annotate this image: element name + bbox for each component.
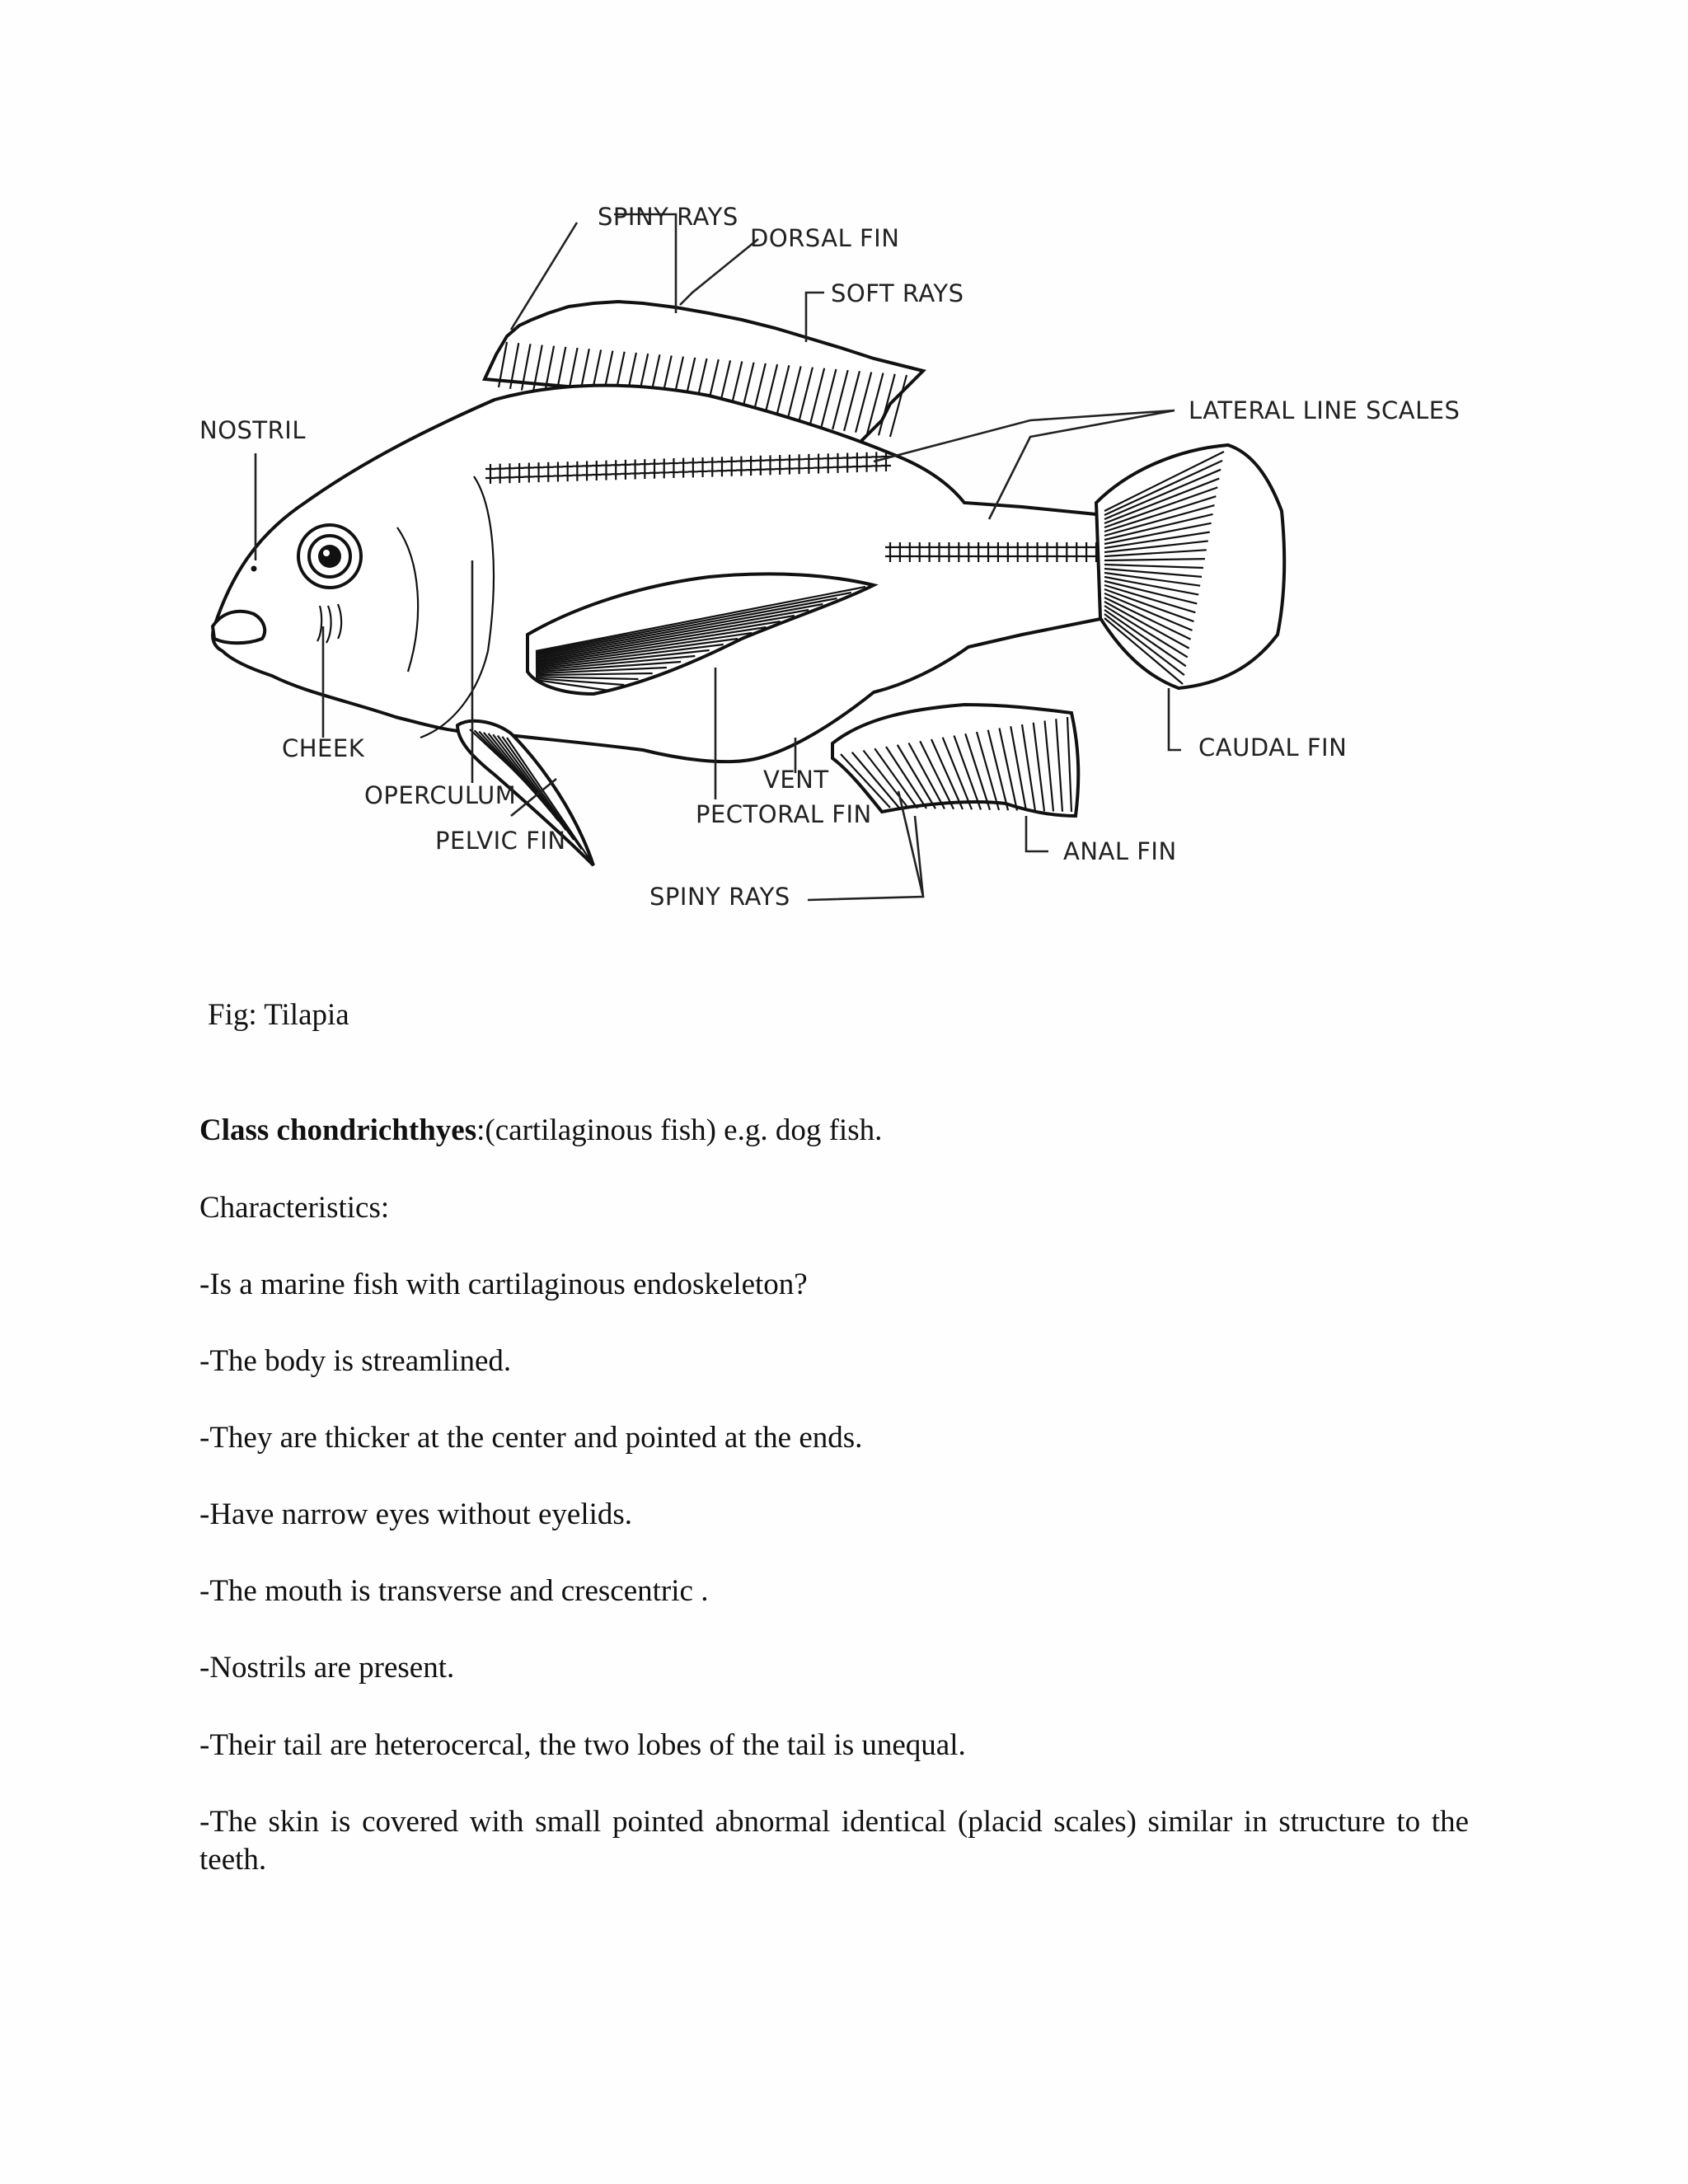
characteristic-item: -Their tail are heterocercal, the two lobes of the tail is unequal. [199, 1728, 966, 1762]
characteristics-label: Characteristics: [199, 1191, 390, 1225]
label-spiny-rays-bottom: SPINY RAYS [649, 883, 790, 911]
class-name: Class chondrichthyes [199, 1113, 477, 1147]
leader-dorsal-fin [680, 239, 758, 305]
leader-soft-rays [806, 293, 824, 342]
characteristic-item: -Have narrow eyes without eyelids. [199, 1497, 633, 1531]
characteristic-item: -The mouth is transverse and crescentric . [199, 1574, 709, 1608]
eye-pupil [318, 545, 341, 568]
characteristic-item: -They are thicker at the center and pointed at the ends. [199, 1421, 863, 1455]
label-operculum: OPERCULUM [364, 781, 517, 809]
label-pectoral-fin: PECTORAL FIN [696, 800, 872, 828]
tilapia-diagram [181, 190, 1484, 931]
figure-caption: Fig: Tilapia [208, 998, 349, 1032]
label-vent: VENT [763, 766, 829, 794]
label-cheek: CHEEK [282, 734, 365, 762]
leader-caudal-fin [1169, 688, 1181, 750]
label-lateral-line-scales: LATERAL LINE SCALES [1189, 396, 1461, 424]
class-description: :(cartilaginous fish) e.g. dog fish. [476, 1113, 883, 1147]
label-anal-fin: ANAL FIN [1063, 837, 1177, 865]
label-spiny-rays-top: SPINY RAYS [598, 203, 738, 231]
characteristic-item: -The skin is covered with small pointed abnormal identical (placid scales) similar in structure to the teeth. [199, 1805, 1469, 1877]
anal-fin [832, 705, 1078, 816]
leader-anal-fin [1026, 816, 1048, 851]
label-soft-rays: SOFT RAYS [831, 279, 964, 307]
label-dorsal-fin: DORSAL FIN [750, 224, 900, 252]
nostril-dot [251, 566, 257, 572]
characteristic-item: -The body is streamlined. [199, 1344, 512, 1378]
label-caudal-fin: CAUDAL FIN [1198, 733, 1348, 762]
label-pelvic-fin: PELVIC FIN [435, 827, 566, 855]
characteristic-item: -Nostrils are present. [199, 1651, 455, 1685]
mouth [213, 612, 265, 644]
section-heading [199, 1113, 882, 1148]
label-nostril: NOSTRIL [199, 416, 307, 444]
characteristic-item: -Is a marine fish with cartilaginous endoskeleton? [199, 1268, 808, 1301]
